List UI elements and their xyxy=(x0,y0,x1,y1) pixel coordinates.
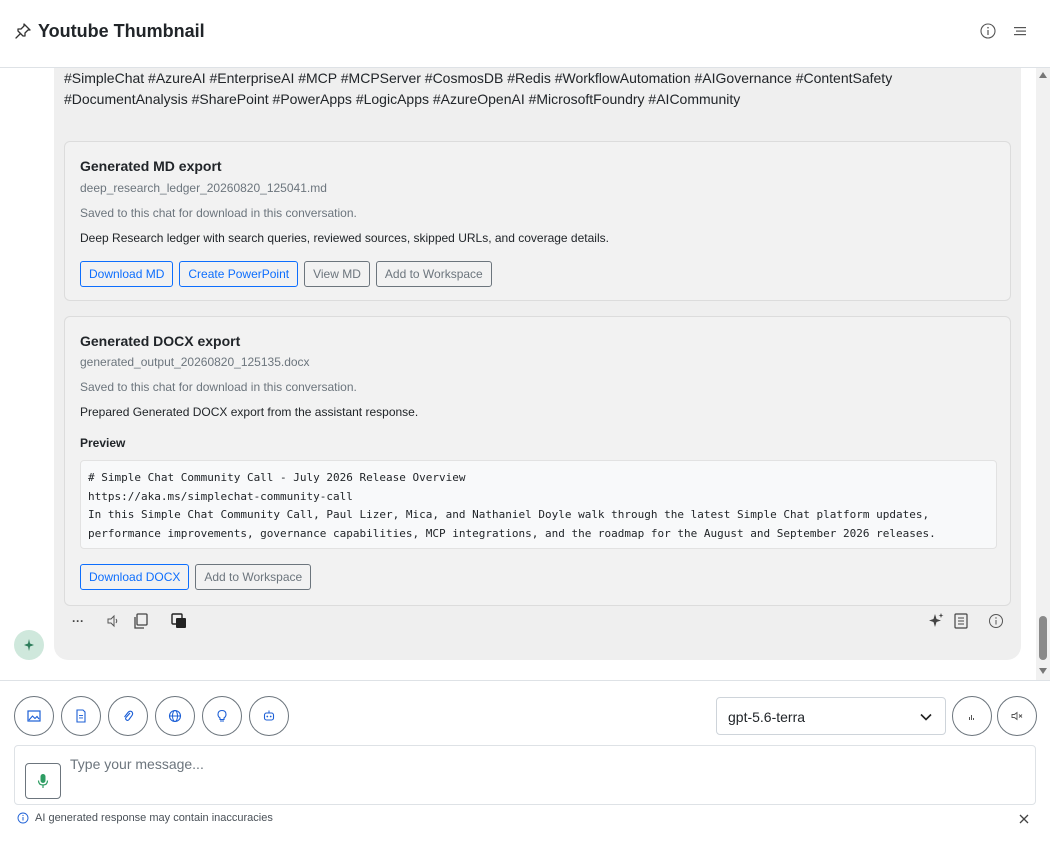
copy-icon[interactable] xyxy=(131,611,151,631)
add-to-workspace-button[interactable]: Add to Workspace xyxy=(376,261,492,287)
chat-messages[interactable] xyxy=(0,68,1050,680)
docx-export-saved-note: Saved to this chat for download in this conversation. xyxy=(80,380,357,394)
ai-disclaimer xyxy=(17,812,273,824)
chat-header xyxy=(0,0,1050,68)
voice-chart-button[interactable] xyxy=(952,696,992,736)
speaker-mute-icon xyxy=(1010,709,1024,723)
page-title: Youtube Thumbnail xyxy=(38,21,205,41)
md-export-filename: deep_research_ledger_20260820_125041.md xyxy=(80,181,327,195)
agent-button[interactable] xyxy=(249,696,289,736)
add-to-workspace-button[interactable]: Add to Workspace xyxy=(195,564,311,590)
scroll-down-arrow[interactable] xyxy=(1039,668,1047,674)
mic-button[interactable] xyxy=(25,763,61,799)
md-export-actions xyxy=(80,261,492,287)
pin-icon[interactable] xyxy=(14,22,32,40)
message-placeholder: Type your message... xyxy=(70,756,204,772)
message-info-icon[interactable] xyxy=(986,611,1006,631)
microphone-icon xyxy=(36,773,50,789)
notes-icon[interactable] xyxy=(951,611,971,631)
mute-button[interactable] xyxy=(997,696,1037,736)
attach-button[interactable] xyxy=(108,696,148,736)
md-export-saved-note: Saved to this chat for download in this conversation. xyxy=(80,206,357,220)
preview-line: # Simple Chat Community Call - July 2026 Release Overview xyxy=(88,471,466,484)
close-icon[interactable] xyxy=(1018,813,1030,825)
disclaimer-text: AI generated response may contain inaccuracies xyxy=(35,812,273,824)
download-md-button[interactable]: Download MD xyxy=(80,261,173,287)
download-docx-button[interactable]: Download DOCX xyxy=(80,564,189,590)
chevron-down-icon xyxy=(920,712,932,722)
robot-icon xyxy=(262,709,276,723)
message-actions xyxy=(54,611,1021,639)
model-select[interactable] xyxy=(716,697,946,735)
lightbulb-icon xyxy=(215,709,229,723)
document-button[interactable] xyxy=(61,696,101,736)
info-icon[interactable] xyxy=(980,23,996,39)
message-input[interactable] xyxy=(14,745,1036,805)
preview-label: Preview xyxy=(80,436,126,450)
md-export-card xyxy=(64,141,1011,301)
speaker-icon[interactable] xyxy=(103,611,123,631)
ideas-button[interactable] xyxy=(202,696,242,736)
docx-preview xyxy=(80,460,997,549)
message-hashtags: #SimpleChat #AzureAI #EnterpriseAI #MCP #MCPServer #CosmosDB #Redis #WorkflowAutomation #AIGovernance #ContentSafety #DocumentAnalysis #SharePoint #PowerApps #LogicApps #AzureOpenAI #MicrosoftFoundry #AICommunity xyxy=(64,70,893,107)
preview-line: https://aka.ms/simplechat-community-call xyxy=(88,489,353,503)
docx-export-actions xyxy=(80,564,311,590)
document-icon xyxy=(74,709,88,723)
create-powerpoint-button[interactable]: Create PowerPoint xyxy=(179,261,298,287)
assistant-avatar xyxy=(14,630,44,660)
docx-export-filename: generated_output_20260820_125135.docx xyxy=(80,355,310,369)
image-icon xyxy=(27,709,41,723)
md-export-description: Deep Research ledger with search queries, reviewed sources, skipped URLs, and coverage details. xyxy=(80,231,609,245)
image-button[interactable] xyxy=(14,696,54,736)
chat-scrollbar[interactable] xyxy=(1036,68,1050,680)
globe-icon xyxy=(168,709,182,723)
menu-icon[interactable] xyxy=(1013,24,1027,38)
scroll-up-arrow[interactable] xyxy=(1039,72,1047,78)
audio-levels-icon xyxy=(965,709,979,723)
model-selected: gpt-5.6-terra xyxy=(728,709,806,725)
scroll-thumb[interactable] xyxy=(1039,616,1047,660)
preview-line: In this Simple Chat Community Call, Paul Lizer, Mica, and Nathaniel Doyle walk through the latest Simple Chat platform updates, xyxy=(88,508,930,521)
composer xyxy=(0,680,1050,843)
paperclip-icon xyxy=(121,709,135,723)
view-md-button[interactable]: View MD xyxy=(304,261,370,287)
info-icon xyxy=(17,812,29,824)
preview-line: performance improvements, governance capabilities, MCP integrations, and the roadmap for the August and September 2026 releases. xyxy=(88,526,936,540)
md-export-title: Generated MD export xyxy=(80,158,222,174)
sparkle-icon[interactable] xyxy=(926,611,946,631)
more-options-icon[interactable]: ··· xyxy=(72,614,84,628)
ai-sparkle-icon xyxy=(22,638,36,652)
assistant-message xyxy=(54,68,1021,660)
docx-export-card xyxy=(64,316,1011,606)
docx-export-description: Prepared Generated DOCX export from the assistant response. xyxy=(80,405,419,419)
docx-export-title: Generated DOCX export xyxy=(80,333,241,349)
web-search-button[interactable] xyxy=(155,696,195,736)
duplicate-icon[interactable] xyxy=(169,611,189,631)
